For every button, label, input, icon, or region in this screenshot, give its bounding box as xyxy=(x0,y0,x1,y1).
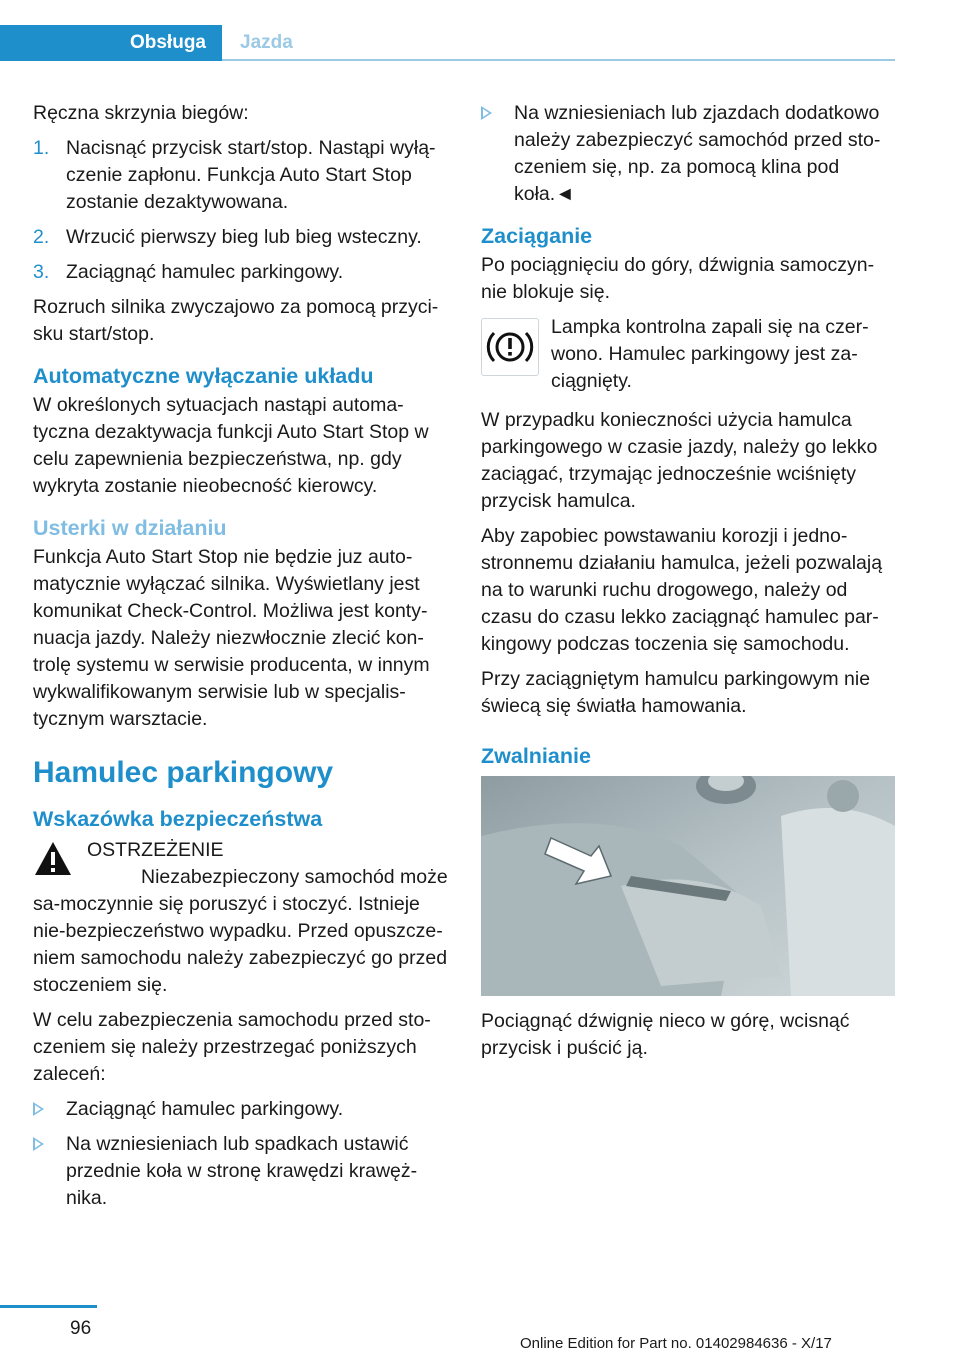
heading-parking-brake: Hamulec parkingowy xyxy=(33,756,334,789)
step-number: 1. xyxy=(33,137,50,159)
parking-brake-warning-icon xyxy=(481,318,539,376)
tab-underline xyxy=(222,59,895,61)
bullet-triangle-icon xyxy=(33,1102,44,1116)
right-column xyxy=(481,100,899,1070)
bullet-item xyxy=(481,100,899,208)
heading-release: Zwalnianie xyxy=(481,744,591,768)
warning-block xyxy=(33,837,451,999)
edition-text: Online Edition for Part no. 01402984636 - X/17 xyxy=(520,1335,832,1352)
step-item xyxy=(33,135,451,216)
step-text: Wrzucić pierwszy bieg lub bieg wsteczny. xyxy=(66,226,422,248)
secure-text: W celu zabezpieczenia samochodu przed sto-czeniem się należy przestrzegać poniższych zaleceń: xyxy=(33,1009,431,1085)
apply-text: Po pociągnięciu do góry, dźwignia samoczyn-nie blokuje się. xyxy=(481,254,875,303)
bullet-text: Na wzniesieniach lub zjazdach dodatkowo należy zabezpieczyć samochód przed sto-czeniem się, np. za pomocą klina pod koła.◄ xyxy=(514,102,881,205)
step-item xyxy=(33,259,451,286)
warning-triangle-icon xyxy=(33,839,73,879)
intro-text: Ręczna skrzynia biegów: xyxy=(33,102,249,124)
heading-apply: Zaciąganie xyxy=(481,224,593,248)
after-steps-text: Rozruch silnika zwyczajowo za pomocą przyci-sku start/stop. xyxy=(33,296,439,345)
warning-text: Niezabezpieczony samochód może sa-moczynnie się poruszyć i stoczyć. Istnieje nie-bezpieczeństwo wypadku. Przed opuszcze-niem samochodu należy zabezpieczyć go przed stoczeniem się. xyxy=(33,866,448,996)
parking-brake-photo xyxy=(481,776,895,996)
left-column xyxy=(33,100,451,1220)
bullet-item xyxy=(33,1096,451,1123)
heading-faults: Usterki w działaniu xyxy=(33,516,227,540)
step-number: 2. xyxy=(33,226,50,248)
faults-text: Funkcja Auto Start Stop nie będzie juz auto-matycznie wyłączać silnika. Wyświetlany jest komunikat Check-Control. Możliwa jest konty-nuacja jazdy. Należy niezwłocznie zlecić kon-trolę systemu w serwisie producenta, w innym wykwalifikowanym serwisie lub w specjalis-tycznym warsztacie. xyxy=(33,546,430,730)
bullet-triangle-icon xyxy=(481,106,492,120)
bullet-item xyxy=(33,1131,451,1212)
tab-obsluga[interactable] xyxy=(0,25,222,61)
step-number: 3. xyxy=(33,261,50,283)
bullet-triangle-icon xyxy=(33,1137,44,1151)
indicator-lamp-block xyxy=(481,314,899,395)
tab-obsluga-label: Obsługa xyxy=(129,32,206,53)
driving-text: W przypadku konieczności użycia hamulca parkingowego w czasie jazdy, należy go lekko zaciągać, trzymając jednocześnie wciśnięty przycisk hamulca. xyxy=(481,409,878,512)
step-item xyxy=(33,224,451,251)
bullet-text: Na wzniesieniach lub spadkach ustawić przednie koła w stronę krawędzi krawęż-nika. xyxy=(66,1133,418,1209)
header-tabs xyxy=(0,25,895,61)
lamp-text: Lampka kontrolna zapali się na czer-wono. Hamulec parkingowy jest za-ciągnięty. xyxy=(551,316,869,392)
heading-auto-off: Automatyczne wyłączanie układu xyxy=(33,364,374,388)
tab-jazda-label: Jazda xyxy=(240,32,293,53)
bullet-text: Zaciągnąć hamulec parkingowy. xyxy=(66,1098,344,1120)
lights-text: Przy zaciągniętym hamulcu parkingowym nie świecą się światła hamowania. xyxy=(481,668,871,717)
corrosion-text: Aby zapobiec powstawaniu korozji i jedno-stronnemu działaniu hamulca, jeżeli pozwalają na to warunki ruchu drogowego, należy od czasu do czasu lekko zaciągnąć hamulec par-kingowy podczas toczenia się samochodu. xyxy=(481,525,883,655)
footer-rule xyxy=(0,1305,97,1308)
page-number: 96 xyxy=(70,1318,92,1339)
release-text: Pociągnąć dźwignię nieco w górę, wcisnąć przycisk i puścić ją. xyxy=(481,1010,850,1059)
step-text: Nacisnąć przycisk start/stop. Nastąpi wyłą-czenie zapłonu. Funkcja Auto Start Stop zostanie dezaktywowana. xyxy=(66,137,436,213)
auto-off-text: W określonych sytuacjach nastąpi automa-tyczna dezaktywacja funkcji Auto Start Stop w celu zapewnienia bezpieczeństwa, np. gdy wykryta zostanie nieobecność kierowcy. xyxy=(33,394,429,497)
tab-jazda[interactable] xyxy=(222,25,332,61)
step-text: Zaciągnąć hamulec parkingowy. xyxy=(66,261,344,283)
heading-safety: Wskazówka bezpieczeństwa xyxy=(33,807,323,831)
warning-title: OSTRZEŻENIE xyxy=(87,839,224,861)
